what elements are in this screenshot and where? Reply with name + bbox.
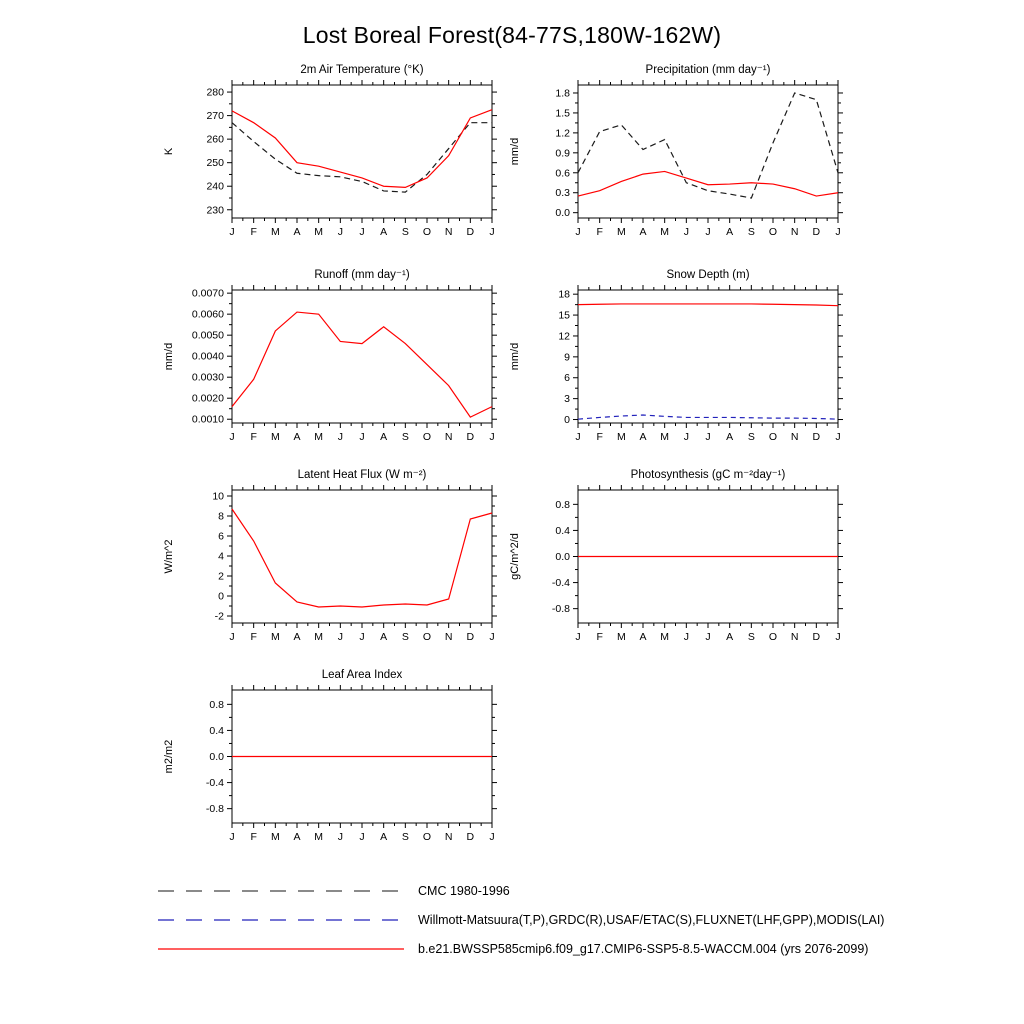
svg-text:4: 4 xyxy=(218,550,224,563)
chart-photosynthesis xyxy=(502,466,848,648)
svg-text:S: S xyxy=(401,631,409,643)
svg-text:M: M xyxy=(314,431,324,443)
svg-text:A: A xyxy=(293,631,301,643)
svg-text:8: 8 xyxy=(218,510,224,523)
svg-text:J: J xyxy=(575,631,581,643)
svg-text:1.8: 1.8 xyxy=(555,87,570,100)
svg-text:Snow Depth (m): Snow Depth (m) xyxy=(666,269,750,281)
svg-text:O: O xyxy=(422,226,432,238)
svg-text:A: A xyxy=(380,226,388,238)
svg-text:M: M xyxy=(270,431,280,443)
svg-text:260: 260 xyxy=(206,133,224,146)
svg-text:S: S xyxy=(401,431,409,443)
svg-text:J: J xyxy=(229,631,235,643)
svg-text:1.2: 1.2 xyxy=(555,127,570,140)
svg-text:0.6: 0.6 xyxy=(555,167,570,180)
svg-text:15: 15 xyxy=(558,309,570,322)
svg-text:270: 270 xyxy=(206,110,224,123)
svg-text:F: F xyxy=(596,226,603,238)
svg-text:0.0: 0.0 xyxy=(209,751,224,763)
svg-text:F: F xyxy=(250,631,257,643)
svg-text:M: M xyxy=(660,631,670,643)
legend-label-obs: Willmott-Matsuura(T,P),GRDC(R),USAF/ETAC(S),FLUXNET(LHF,GPP),MODIS(LAI) xyxy=(418,912,885,927)
legend-item-obs xyxy=(156,905,884,934)
svg-text:D: D xyxy=(812,631,821,643)
svg-text:O: O xyxy=(422,831,432,843)
svg-text:D: D xyxy=(466,831,475,843)
svg-text:J: J xyxy=(683,226,689,238)
svg-text:1.5: 1.5 xyxy=(555,107,570,120)
svg-text:A: A xyxy=(726,431,734,443)
svg-text:Precipitation (mm day⁻¹): Precipitation (mm day⁻¹) xyxy=(645,64,771,76)
svg-text:S: S xyxy=(401,226,409,238)
svg-text:W/m^2: W/m^2 xyxy=(163,539,175,574)
svg-text:Photosynthesis (gC m⁻²day⁻¹): Photosynthesis (gC m⁻²day⁻¹) xyxy=(630,469,786,481)
svg-text:0.8: 0.8 xyxy=(555,498,570,511)
svg-text:M: M xyxy=(314,631,324,643)
svg-text:240: 240 xyxy=(206,180,224,193)
svg-text:D: D xyxy=(466,631,475,643)
svg-text:J: J xyxy=(835,226,841,238)
svg-text:M: M xyxy=(270,631,280,643)
svg-text:M: M xyxy=(660,431,670,443)
svg-text:N: N xyxy=(444,226,453,238)
svg-text:mm/d: mm/d xyxy=(163,342,175,371)
svg-text:O: O xyxy=(768,631,778,643)
svg-text:J: J xyxy=(575,431,581,443)
svg-text:D: D xyxy=(466,431,475,443)
svg-text:0.8: 0.8 xyxy=(209,698,224,711)
svg-text:M: M xyxy=(660,226,670,238)
panel-photosynthesis xyxy=(502,466,848,653)
chart-2m-air-temperature xyxy=(156,61,502,243)
svg-text:2: 2 xyxy=(218,570,224,583)
svg-text:-0.4: -0.4 xyxy=(205,777,224,790)
legend-line-obs-dashed xyxy=(156,914,406,926)
svg-text:J: J xyxy=(683,431,689,443)
panel-latent-heat-flux xyxy=(156,466,502,653)
svg-text:A: A xyxy=(380,831,388,843)
legend-item-cmc xyxy=(156,876,884,905)
panel-snow-depth xyxy=(502,266,848,453)
svg-text:12: 12 xyxy=(558,330,570,343)
svg-text:J: J xyxy=(337,631,343,643)
svg-text:A: A xyxy=(293,831,301,843)
svg-text:250: 250 xyxy=(206,157,224,170)
panel-precipitation xyxy=(502,61,848,248)
chart-precipitation xyxy=(502,61,848,243)
svg-text:M: M xyxy=(270,226,280,238)
panel-leaf-area-index xyxy=(156,666,502,853)
svg-text:J: J xyxy=(835,431,841,443)
panel-2m-air-temperature xyxy=(156,61,502,248)
chart-leaf-area-index xyxy=(156,666,502,848)
svg-text:-0.8: -0.8 xyxy=(205,803,224,816)
svg-text:0: 0 xyxy=(564,414,570,427)
svg-text:N: N xyxy=(790,431,799,443)
svg-text:0.0010: 0.0010 xyxy=(191,413,224,426)
svg-text:J: J xyxy=(705,226,711,238)
svg-text:D: D xyxy=(812,226,821,238)
svg-text:A: A xyxy=(639,431,647,443)
svg-text:18: 18 xyxy=(558,288,570,301)
svg-text:0.0040: 0.0040 xyxy=(191,350,224,363)
svg-text:0.0: 0.0 xyxy=(555,207,570,220)
svg-text:J: J xyxy=(359,631,365,643)
svg-text:J: J xyxy=(683,631,689,643)
legend-line-cmc-dashed xyxy=(156,885,406,897)
svg-text:0.9: 0.9 xyxy=(555,147,570,160)
svg-text:N: N xyxy=(444,631,453,643)
svg-text:F: F xyxy=(250,831,257,843)
svg-text:M: M xyxy=(616,631,626,643)
svg-text:J: J xyxy=(229,831,235,843)
svg-text:0.0060: 0.0060 xyxy=(191,308,224,321)
svg-text:0: 0 xyxy=(218,590,224,603)
svg-text:-0.4: -0.4 xyxy=(551,577,570,590)
svg-text:M: M xyxy=(616,226,626,238)
svg-text:A: A xyxy=(639,631,647,643)
svg-text:F: F xyxy=(250,431,257,443)
svg-text:N: N xyxy=(790,226,799,238)
svg-text:9: 9 xyxy=(564,351,570,364)
svg-text:2m Air Temperature (°K): 2m Air Temperature (°K) xyxy=(300,64,424,76)
svg-text:J: J xyxy=(489,631,495,643)
svg-text:J: J xyxy=(337,226,343,238)
svg-text:J: J xyxy=(359,831,365,843)
svg-text:N: N xyxy=(790,631,799,643)
svg-text:A: A xyxy=(380,431,388,443)
svg-text:F: F xyxy=(596,631,603,643)
svg-text:S: S xyxy=(747,431,755,443)
svg-text:J: J xyxy=(489,226,495,238)
svg-text:M: M xyxy=(616,431,626,443)
chart-latent-heat-flux xyxy=(156,466,502,648)
legend-line-model-solid xyxy=(156,943,406,955)
svg-text:0.0070: 0.0070 xyxy=(191,287,224,300)
svg-text:O: O xyxy=(422,631,432,643)
svg-text:D: D xyxy=(812,431,821,443)
svg-text:J: J xyxy=(229,226,235,238)
legend-item-model xyxy=(156,934,884,963)
panel-runoff xyxy=(156,266,502,453)
svg-text:J: J xyxy=(359,431,365,443)
svg-text:S: S xyxy=(401,831,409,843)
chart-snow-depth xyxy=(502,266,848,448)
figure-title: Lost Boreal Forest(84-77S,180W-162W) xyxy=(302,22,722,48)
svg-text:A: A xyxy=(293,431,301,443)
svg-text:K: K xyxy=(163,147,175,156)
svg-text:280: 280 xyxy=(206,86,224,99)
svg-text:10: 10 xyxy=(212,490,224,503)
svg-text:m2/m2: m2/m2 xyxy=(163,739,175,774)
chart-runoff xyxy=(156,266,502,448)
svg-text:6: 6 xyxy=(218,530,224,543)
svg-text:M: M xyxy=(270,831,280,843)
svg-text:Leaf Area Index: Leaf Area Index xyxy=(321,669,403,681)
svg-text:A: A xyxy=(726,631,734,643)
svg-text:gC/m^2/d: gC/m^2/d xyxy=(509,533,521,580)
svg-text:A: A xyxy=(380,631,388,643)
svg-text:O: O xyxy=(422,431,432,443)
legend-label-model: b.e21.BWSSP585cmip6.f09_g17.CMIP6-SSP5-8.5-WACCM.004 (yrs 2076-2099) xyxy=(418,941,869,956)
svg-text:F: F xyxy=(596,431,603,443)
legend xyxy=(156,876,884,963)
svg-text:0.0: 0.0 xyxy=(555,551,570,563)
legend-label-cmc: CMC 1980-1996 xyxy=(418,883,510,898)
svg-text:0.0030: 0.0030 xyxy=(191,371,224,384)
svg-text:6: 6 xyxy=(564,372,570,385)
svg-text:Runoff (mm day⁻¹): Runoff (mm day⁻¹) xyxy=(314,269,410,281)
svg-text:J: J xyxy=(705,431,711,443)
svg-text:J: J xyxy=(489,431,495,443)
svg-text:J: J xyxy=(337,831,343,843)
svg-text:3: 3 xyxy=(564,393,570,406)
svg-text:F: F xyxy=(250,226,257,238)
svg-text:J: J xyxy=(337,431,343,443)
svg-text:M: M xyxy=(314,226,324,238)
svg-text:0.0020: 0.0020 xyxy=(191,392,224,405)
svg-text:-0.8: -0.8 xyxy=(551,603,570,616)
svg-text:O: O xyxy=(768,431,778,443)
svg-text:mm/d: mm/d xyxy=(509,137,521,166)
svg-text:M: M xyxy=(314,831,324,843)
svg-text:S: S xyxy=(747,226,755,238)
svg-text:mm/d: mm/d xyxy=(509,342,521,371)
svg-text:N: N xyxy=(444,431,453,443)
svg-text:0.3: 0.3 xyxy=(555,187,570,200)
svg-text:O: O xyxy=(768,226,778,238)
svg-text:S: S xyxy=(747,631,755,643)
svg-text:J: J xyxy=(575,226,581,238)
svg-text:0.4: 0.4 xyxy=(209,724,224,737)
svg-text:230: 230 xyxy=(206,204,224,217)
svg-text:-2: -2 xyxy=(214,610,224,623)
svg-text:0.0050: 0.0050 xyxy=(191,329,224,342)
svg-text:Latent Heat Flux (W m⁻²): Latent Heat Flux (W m⁻²) xyxy=(297,469,427,481)
svg-text:A: A xyxy=(639,226,647,238)
svg-text:D: D xyxy=(466,226,475,238)
svg-text:J: J xyxy=(359,226,365,238)
svg-text:A: A xyxy=(293,226,301,238)
svg-text:J: J xyxy=(229,431,235,443)
svg-text:0.4: 0.4 xyxy=(555,524,570,537)
svg-text:N: N xyxy=(444,831,453,843)
svg-text:J: J xyxy=(489,831,495,843)
svg-text:A: A xyxy=(726,226,734,238)
svg-text:J: J xyxy=(835,631,841,643)
svg-text:J: J xyxy=(705,631,711,643)
